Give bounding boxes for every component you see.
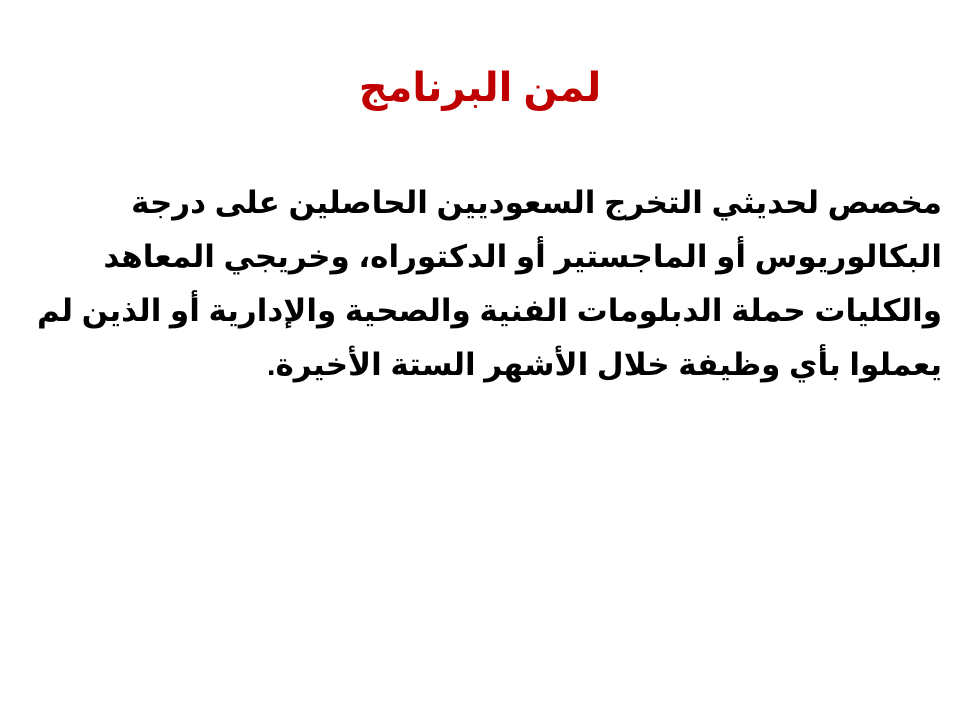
slide-body-text: مخصص لحديثي التخرج السعوديين الحاصلين على درجة البكالوريوس أو الماجستير أو الدكتوراه، وخريجي المعاهد والكليات حملة الدبلومات الفنية والصحية والإدارية أو الذين لم يعملوا بأي وظيفة خلال الأشهر الستة الأخيرة. bbox=[37, 185, 942, 382]
slide-title: لمن البرنامج bbox=[358, 66, 602, 110]
